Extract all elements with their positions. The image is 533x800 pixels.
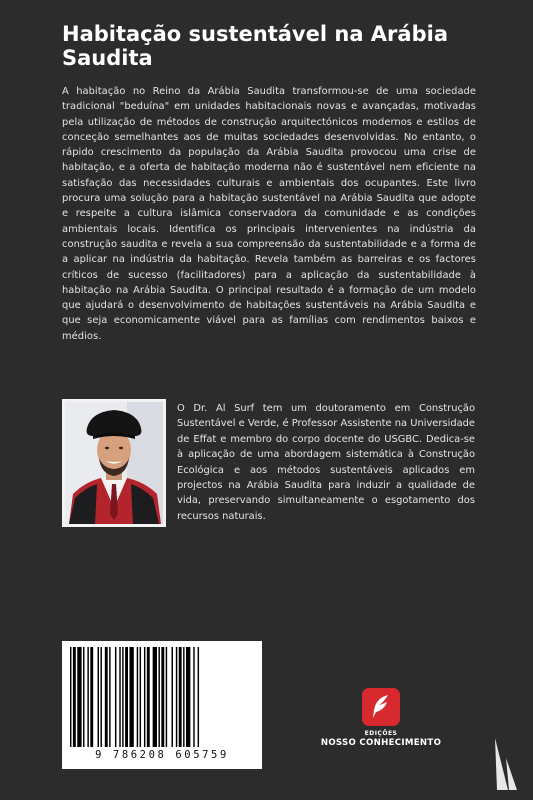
barcode-bar xyxy=(100,647,101,747)
barcode-bar xyxy=(129,647,133,747)
barcode-bar xyxy=(122,647,123,747)
triangle-mark-icon xyxy=(494,738,518,790)
barcode-bar xyxy=(147,647,150,747)
barcode-bar xyxy=(161,647,164,747)
barcode-bar xyxy=(158,647,159,747)
barcode-bar xyxy=(140,647,141,747)
barcode-bar xyxy=(137,647,138,747)
barcode-bar xyxy=(172,647,173,747)
barcode-bar xyxy=(90,647,93,747)
publisher-label: EDIÇÕES xyxy=(364,730,398,737)
barcode-bar xyxy=(119,647,120,747)
barcode-bar xyxy=(98,647,99,747)
barcode-bar xyxy=(77,647,81,747)
publisher-name: NOSSO CONHECIMENTO xyxy=(320,738,442,748)
barcode-bar xyxy=(115,647,116,747)
isbn-barcode xyxy=(62,641,262,769)
barcode-bar xyxy=(198,647,199,747)
barcode-bar xyxy=(183,647,184,747)
barcode-bar xyxy=(166,647,167,747)
barcode-bar xyxy=(105,647,108,747)
barcode-bar xyxy=(125,647,128,747)
author-photo xyxy=(62,399,166,527)
barcode-bar xyxy=(87,647,88,747)
barcode-bar xyxy=(186,647,190,747)
quill-icon xyxy=(370,694,392,720)
barcode-bar xyxy=(179,647,182,747)
author-bio: O Dr. Al Surf tem um doutoramento em Construção Sustentável e Verde, é Professor Assistente na Universidade de Effat e membro do corpo docente do USGBC. Dedica-se à aplicação de uma abordagem sistemática à Construção Ecológica e aos métodos sustentáveis aplicados em projectos na Arábia Saudita para induzir a qualidade de vida, preservando simultaneamente o esgotamento dos recursos naturais. xyxy=(177,403,475,522)
barcode-bar xyxy=(109,647,110,747)
barcode-bar xyxy=(70,647,71,747)
publisher-block xyxy=(306,688,456,748)
publisher-logo-icon xyxy=(362,688,400,726)
barcode-bar xyxy=(144,647,145,747)
barcode-bar xyxy=(73,647,76,747)
barcode-bar xyxy=(176,647,177,747)
barcode-bar xyxy=(83,647,84,747)
book-title: Habitação sustentável na Arábia Saudita xyxy=(62,22,448,70)
author-portrait-image xyxy=(65,402,163,524)
isbn-number: 9 786208 605759 xyxy=(95,749,229,761)
barcode-bar xyxy=(193,647,194,747)
barcode-bar xyxy=(153,647,157,747)
book-description: A habitação no Reino da Arábia Saudita transformou-se de uma sociedade tradicional "beduína" em unidades habitacionais novas e avançadas, motivadas pela utilização de métodos de construção arquitectónicos modernos e estilos de conceção semelhantes aos de muitas sociedades desenvolvidas. No entanto, o rápido crescimento da população da Arábia Saudita provocou uma crise de habitação, e a oferta de habitação moderna não é sustentável nem eficiente na satisfação das necessidades culturais e ambientais dos ocupantes. Este livro procura uma solução para a habitação sustentável na Arábia Saudita que adopte e respeite a cultura islâmica conservadora da comunidade e as condições ambientais locais. Identifica os principais intervenientes na indústria da construção saudita e revela a sua compreensão da sustentabilidade e a forma de a aplicar na indústria da habitação. Revela também as barreiras e os factores críticos de sucesso (facilitadores) para a aplicação da sustentabilidade à habitação na Arábia Saudita. O principal resultado é a formação de um modelo que ajudará o desenvolvimento de habitações sustentáveis na Arábia Saudita e que seja economicamente viável para as famílias com rendimentos baixos e médios. xyxy=(62,86,476,342)
barcode-bars xyxy=(70,647,254,747)
